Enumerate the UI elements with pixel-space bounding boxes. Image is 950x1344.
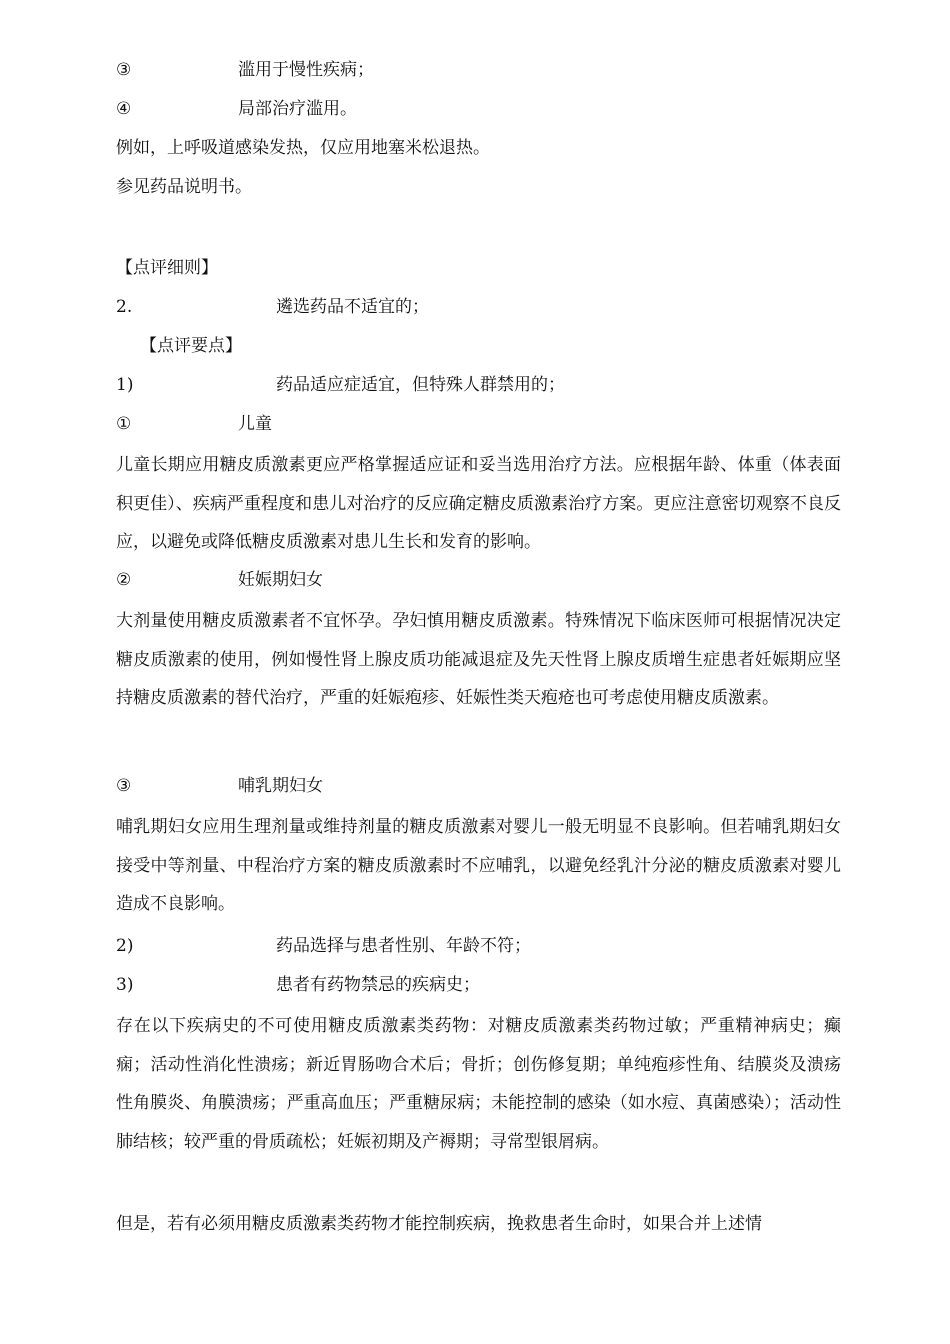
list-marker: 2) bbox=[116, 936, 134, 956]
list-item-text: 药品适应症适宜，但特殊人群禁用的； bbox=[276, 375, 565, 395]
paragraph-however: 但是，若有必须用糖皮质激素类药物才能控制疾病，挽救患者生命时，如果合并上述情 bbox=[116, 1214, 762, 1234]
list-item-text: 患者有药物禁忌的疾病史； bbox=[276, 975, 480, 995]
paragraph-pregnant: 大剂量使用糖皮质激素者不宜怀孕。孕妇慎用糖皮质激素。特殊情况下临床医师可根据情况决定糖皮质激素的使用，例如慢性肾上腺皮质功能减退症及先天性肾上腺皮质增生症患者妊娠期应坚持糖皮质激素的替代治疗，严重的妊娠疱疹、妊娠性类天疱疮也可考虑使用糖皮质激素。 bbox=[116, 611, 841, 708]
paragraph-contraindications: 存在以下疾病史的不可使用糖皮质激素类药物：对糖皮质激素类药物过敏；严重精神病史；癫痫；活动性消化性溃疡；新近胃肠吻合术后；骨折；创伤修复期；单纯疱疹性角、结膜炎及溃疡性角膜炎、角膜溃疡；严重高血压；严重糖尿病；未能控制的感染（如水痘、真菌感染）；活动性肺结核；较严重的骨质疏松；妊娠初期及产褥期；寻常型银屑病。 bbox=[116, 1016, 841, 1152]
reference-text: 参见药品说明书。 bbox=[116, 177, 252, 197]
list-item-text: 局部治疗滥用。 bbox=[238, 99, 357, 119]
example-text: 例如，上呼吸道感染发热，仅应用地塞米松退热。 bbox=[116, 138, 490, 158]
list-item-text: 药品选择与患者性别、年龄不符； bbox=[276, 936, 531, 956]
list-item-text: 遴选药品不适宜的； bbox=[276, 297, 429, 317]
list-item-text: 哺乳期妇女 bbox=[238, 776, 323, 796]
list-marker: ③ bbox=[116, 60, 132, 80]
section-heading: 【点评细则】 bbox=[116, 258, 218, 278]
list-marker: ④ bbox=[116, 99, 132, 119]
list-item-text: 滥用于慢性疾病； bbox=[238, 60, 374, 80]
list-marker: ③ bbox=[116, 776, 132, 796]
list-marker: ① bbox=[116, 414, 132, 434]
list-marker: 1) bbox=[116, 375, 134, 395]
paragraph-lactating: 哺乳期妇女应用生理剂量或维持剂量的糖皮质激素对婴儿一般无明显不良影响。但若哺乳期妇女接受中等剂量、中程治疗方案的糖皮质激素时不应哺乳，以避免经乳汁分泌的糖皮质激素对婴儿造成不良影响。 bbox=[116, 817, 841, 914]
paragraph-children: 儿童长期应用糖皮质激素更应严格掌握适应证和妥当选用治疗方法。应根据年龄、体重（体表面积更佳）、疾病严重程度和患儿对治疗的反应确定糖皮质激素治疗方案。更应注意密切观察不良反应，以避免或降低糖皮质激素对患儿生长和发育的影响。 bbox=[116, 455, 841, 552]
list-marker: 3) bbox=[116, 975, 134, 995]
section-heading: 【点评要点】 bbox=[140, 336, 242, 356]
list-item-text: 儿童 bbox=[238, 414, 272, 434]
list-item-text: 妊娠期妇女 bbox=[238, 570, 323, 590]
list-marker: ② bbox=[116, 570, 132, 590]
list-marker: 2. bbox=[116, 297, 133, 317]
